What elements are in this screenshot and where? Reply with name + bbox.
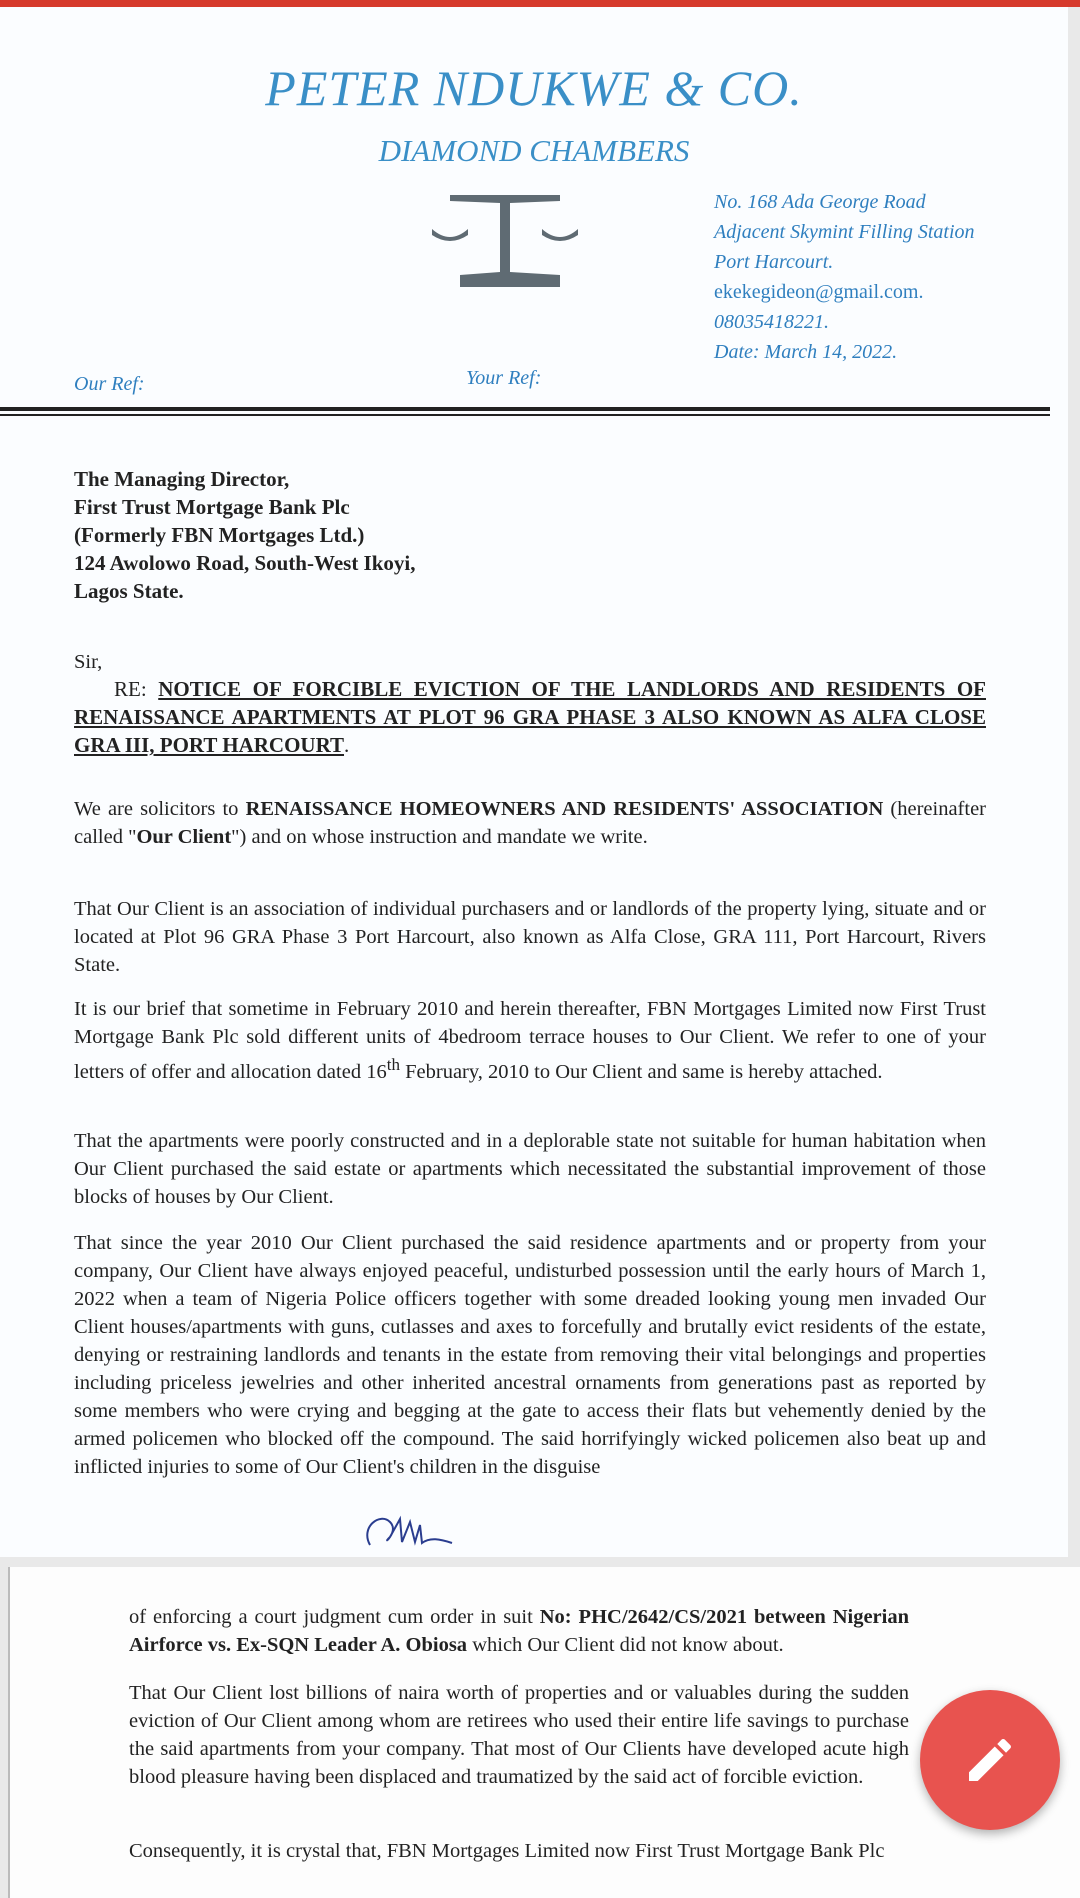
firm-address	[714, 187, 975, 367]
text: It is our brief that sometime in February 2010 and herein thereafter, FBN Mortgages Limited now First Trust Mortgage Bank Plc sold different units of 4bedroom terrace houses to Our Client. We refer to one of your letters of offer and allocation dated 16	[74, 998, 986, 1083]
text: February, 2010 to Our Client and same is hereby attached.	[400, 1060, 883, 1083]
text: of enforcing a court judgment cum order in suit	[129, 1606, 540, 1628]
document-page-1	[0, 7, 1068, 1557]
addressee-line: 124 Awolowo Road, South-West Ikoyi,	[74, 551, 416, 575]
firm-name: PETER NDUKWE & CO.	[265, 60, 803, 116]
divider	[0, 414, 1050, 416]
edit-fab-button[interactable]	[920, 1690, 1060, 1830]
paragraph-4: That the apartments were poorly constructed and in a deplorable state not suitable for human habitation when Our Client purchased the said estate or apartments which necessitated the substantial improvement of those blocks of houses by Our Client.	[74, 1130, 986, 1208]
our-ref: Our Ref:	[74, 373, 145, 395]
your-ref: Your Ref:	[466, 367, 542, 389]
paragraph-1	[74, 795, 986, 851]
paragraph-7: That Our Client lost billions of naira worth of properties and or valuables during the sudden eviction of Our Client among whom are retirees who used their entire life savings to purchase the said apartments from your company. That most of Our Clients have developed acute high blood pleasure having been displaced and traumatized by the said act of forcible eviction.	[129, 1682, 909, 1788]
text: (hereinafter called "	[74, 798, 986, 848]
top-bar	[0, 0, 1080, 7]
signature	[360, 1507, 460, 1557]
text: which Our Client did not know about.	[467, 1634, 784, 1656]
letter-date: Date: March 14, 2022.	[714, 341, 898, 363]
address-line: No. 168 Ada George Road	[714, 191, 926, 213]
subject-line: RE: NOTICE OF FORCIBLE EVICTION OF THE LANDLORDS AND RESIDENTS OF RENAISSANCE APARTMENTS AT PLOT 96 GRA PHASE 3 ALSO KNOWN AS ALFA CLOSE GRA III, PORT HARCOURT.	[74, 677, 986, 757]
addressee-line: First Trust Mortgage Bank Plc	[74, 495, 350, 519]
paragraph-6	[129, 1603, 909, 1659]
paragraph-8: Consequently, it is crystal that, FBN Mortgages Limited now First Trust Mortgage Bank Plc	[129, 1840, 885, 1862]
chambers-name: DIAMOND CHAMBERS	[378, 133, 690, 168]
subject-text: NOTICE OF FORCIBLE EVICTION OF THE LANDLORDS AND RESIDENTS OF RENAISSANCE APARTMENTS AT PLOT 96 GRA PHASE 3 ALSO KNOWN AS ALFA CLOSE GRA III, PORT HARCOURT	[74, 677, 986, 757]
text: ") and on whose instruction and mandate we write.	[231, 826, 648, 848]
text: Our Client	[136, 826, 232, 848]
addressee-block	[74, 465, 416, 605]
pencil-icon	[962, 1732, 1018, 1788]
address-line: Adjacent Skymint Filling Station	[714, 221, 975, 243]
suit-reference: No: PHC/2642/CS/2021 between Nigerian Airforce vs. Ex-SQN Leader A. Obiosa	[129, 1606, 909, 1656]
paragraph-2: That Our Client is an association of individual purchasers and or landlords of the property lying, situate and or located at Plot 96 GRA Phase 3 Port Harcourt, also known as Alfa Close, GRA 111, Port Harcourt, Rivers State.	[74, 898, 986, 976]
document-page-2	[8, 1567, 1080, 1898]
re-prefix: RE:	[114, 677, 159, 701]
salutation: Sir,	[74, 651, 103, 673]
paragraph-5: That since the year 2010 Our Client purchased the said residence apartments and or property from your company, Our Client have always enjoyed peaceful, undisturbed possession until the early hours of March 1, 2022 when a team of Nigeria Police officers together with some dreaded looking young men invaded Our Client houses/apartments with guns, cutlasses and axes to forcefully and brutally evict residents of the estate, denying or restraining landlords and tenants in the estate from removing their vital belongings and properties including priceless jewelries and other inherited ancestral ornaments from generations past as reported by some members who were crying and begging at the gate to access their flats but vehemently denied by the armed policemen who blocked off the compound. The said horrifyingly wicked policemen also beat up and inflicted injuries to some of Our Client's children in the disguise	[74, 1232, 986, 1478]
text: th	[386, 1055, 400, 1074]
addressee-line: The Managing Director,	[74, 467, 290, 491]
addressee-line: (Formerly FBN Mortgages Ltd.)	[74, 523, 365, 547]
address-line: Port Harcourt.	[714, 251, 834, 273]
addressee-line: Lagos State.	[74, 579, 184, 603]
client-name: RENAISSANCE HOMEOWNERS AND RESIDENTS' ASSOCIATION	[245, 798, 884, 820]
phone: 08035418221.	[714, 311, 829, 333]
divider	[0, 407, 1050, 411]
scales-of-justice-icon	[420, 187, 590, 297]
text: We are solicitors to	[74, 798, 246, 820]
paragraph-3	[74, 995, 986, 1086]
email: ekekegideon@gmail.com.	[714, 281, 924, 303]
